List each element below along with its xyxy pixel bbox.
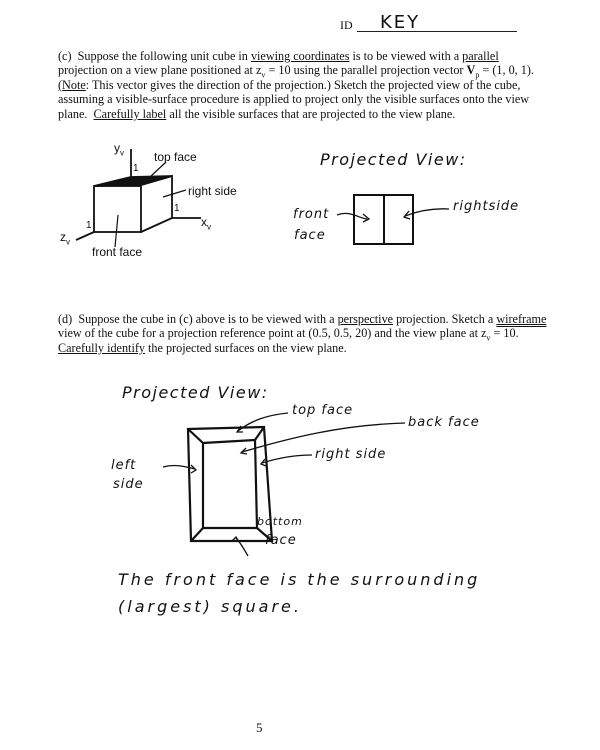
edge-bl [191,528,203,541]
bottom-face-answer-line1: bottom [257,515,303,528]
text: the projected surfaces on the view plane. [148,340,347,355]
z-axis-label: $z_v$ [60,230,70,247]
text: = (1, 0, 1). [482,63,534,78]
term-wireframe: wireframe [496,312,547,326]
projected-view-c-title: Projected View: [320,150,467,169]
subscript: v [261,70,266,80]
text: = 10. [493,326,519,341]
text: is to be viewed with a [352,49,460,63]
text: view of the cube for a projection reference point at (0.5, 0.5, 20) and the view plane at z [58,326,487,341]
y-tick-label: 1 [133,163,139,174]
bottom-face-answer-line2: face [265,533,297,548]
projected-view-c [337,195,449,244]
edge-tr [255,427,264,440]
text: all the visible surfaces that are projected to the view plane. [169,106,456,121]
subscript: p [475,70,480,80]
front-face-leader [115,215,118,247]
right-side-arrow [405,209,449,216]
front-face-answer-line1: front [293,207,330,222]
top-face-answer: top face [292,403,354,418]
right-side-arrow [262,455,312,463]
text: Suppose the cube in (c) above is to be viewed with a [78,312,335,326]
top-face-label: top face [154,150,197,164]
text: = 10 using the parallel projection vector [268,63,464,78]
back-face-answer: back face [408,415,480,430]
x-axis-label: $x_v$ [201,215,211,232]
bottom-face-arrow [236,496,246,515]
question-d-text [58,312,548,355]
right-side-answer-d: right side [315,447,387,462]
top-face-leader [150,162,166,177]
answer-note-line1: The front face is the surrounding [118,570,481,589]
front-face-arrow [337,213,367,219]
question-c-label: (c) [58,49,72,63]
right-side-label: right side [188,184,237,198]
z-tick-label: 1 [86,220,92,231]
term-note: (Note [58,77,86,92]
right-side-edge [141,176,172,232]
text: : This vector gives the direction of the projection.) Sketch the projected view of the cube, assuming a visible-surface procedure is applied to project only the visible surfaces onto the view plane. [58,77,530,121]
left-side-answer-line1: left [111,458,137,473]
projected-view-d-title: Projected View: [122,383,269,402]
left-side-arrow [163,466,195,469]
x-tick-label: 1 [174,203,180,214]
front-face-label: front face [92,245,143,259]
subscript: v [486,333,491,343]
answer-note-line2: (largest) square. [118,597,302,616]
right-side-leader [163,190,186,197]
term-carefully-identify: Carefully identify [58,340,145,355]
z-axis [76,232,94,240]
right-side-answer: rightside [453,199,520,214]
page-number: 5 [256,720,263,735]
back-face-square [203,440,257,528]
term-viewing-coordinates: viewing coordinates [250,49,350,63]
question-d-label: (d) [58,312,73,326]
y-axis-label: $y_v$ [114,141,124,158]
top-face-filled [94,176,172,186]
left-side-answer-line2: side [113,477,144,492]
text: Suppose the following unit cube in [77,49,248,63]
text: projection. Sketch a [396,312,494,326]
term-parallel: parallel [462,49,499,63]
front-face-answer-line2: face [294,228,326,243]
vector-symbol: V [466,63,476,78]
text: projection on a view plane positioned at z [58,63,262,78]
id-value-handwritten: KEY [380,12,421,33]
id-label: ID [340,18,353,32]
right-side-rect [384,195,413,244]
edge-tl [188,429,203,443]
term-perspective: perspective [337,312,394,326]
term-carefully-label: Carefully label [93,106,167,121]
